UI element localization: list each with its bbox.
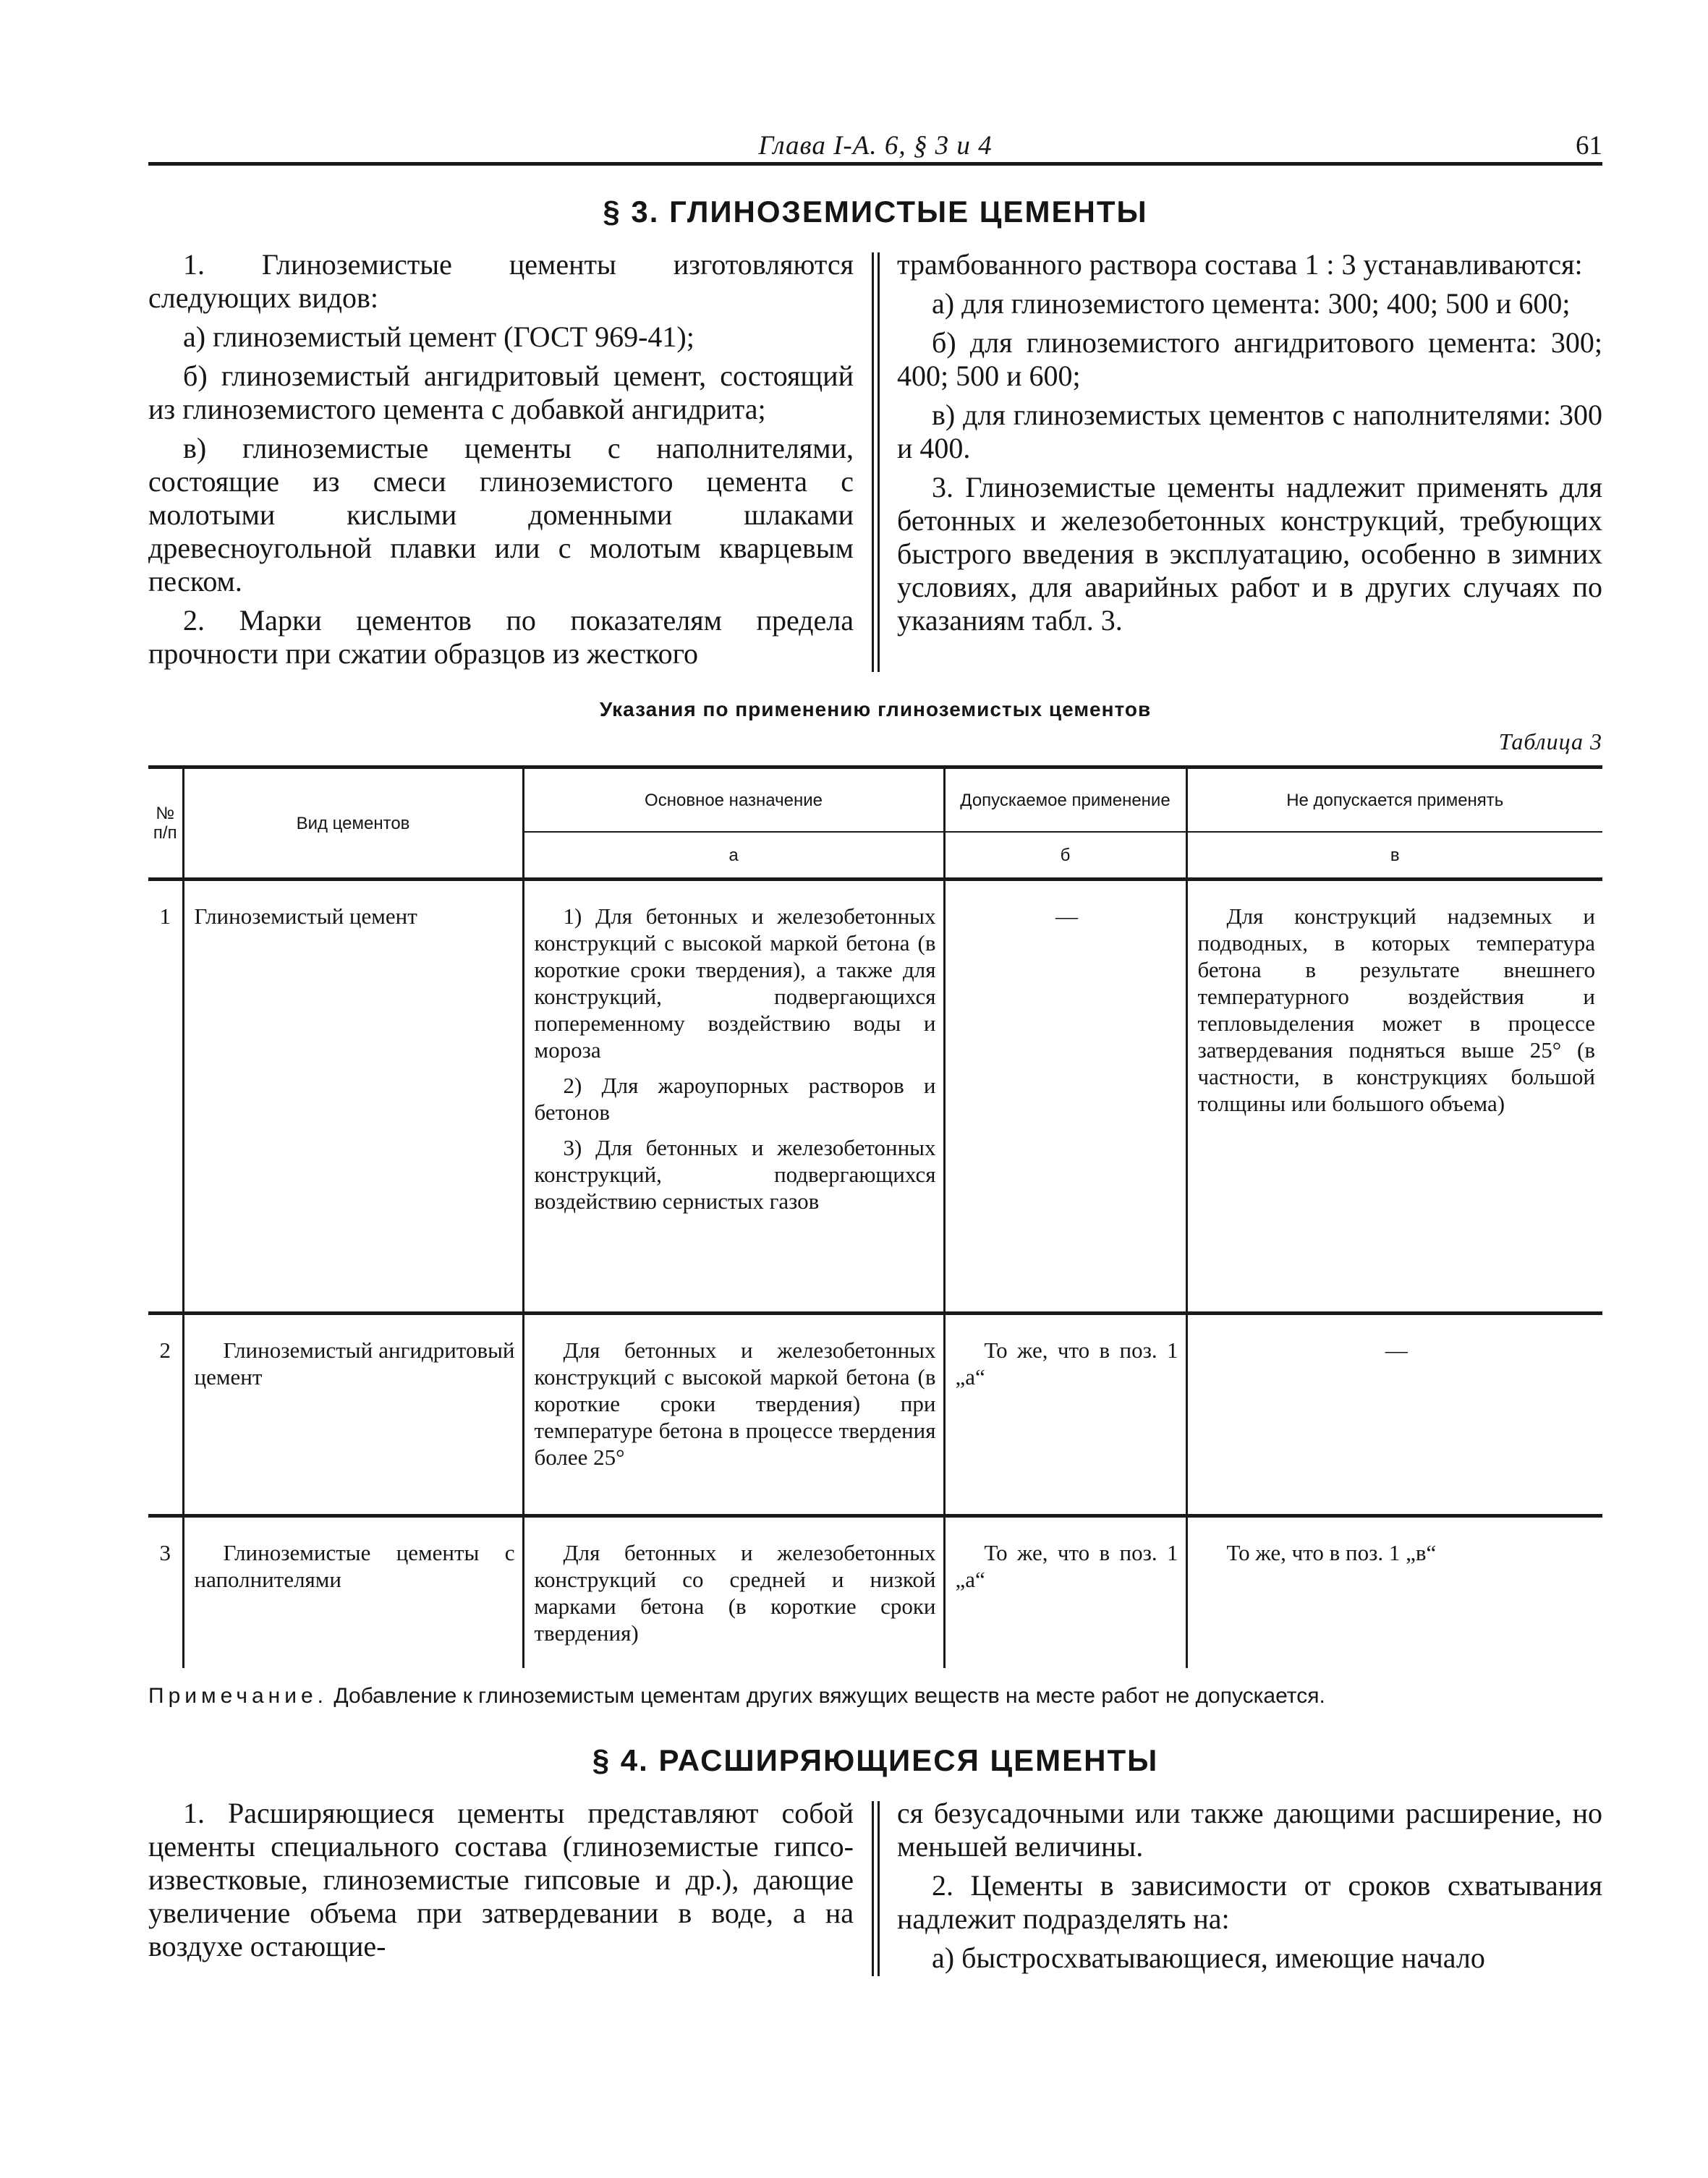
paragraph: 1. Глиноземистые цементы изготовляются следующих видов: xyxy=(148,248,854,314)
paragraph: б) глиноземистый ангидритовый цемент, состоящий из глиноземистого цемента с добавкой ангидрита; xyxy=(148,360,854,425)
row-num: 1 xyxy=(159,903,171,929)
paragraph: в) глиноземистые цементы с наполнителями, состоящие из смеси глиноземистого цемента с молотыми кислыми доменными шлаками древесноугольной плавки или с молотым кварцевым песком. xyxy=(148,432,854,597)
note-label: Примечание. xyxy=(148,1684,328,1708)
row-main-item: Для бетонных и железобетонных конструкций со средней и низкой марками бетона (в короткие сроки твердения) xyxy=(534,1540,936,1646)
row-main-cell xyxy=(523,1314,944,1516)
table-row xyxy=(148,1314,1602,1516)
paragraph: а) для глиноземистого цемента: 300; 400; 500 и 600; xyxy=(932,287,1571,320)
row-num: 3 xyxy=(159,1540,171,1565)
paragraph: 3. Глиноземистые цементы надлежит применять для бетонных и железобетонных конструкций, требующих быстрого введения в эксплуатацию, особенно в зимних условиях, для аварийных работ и в других случаях по указаниям табл. 3. xyxy=(897,471,1602,637)
page-number: 61 xyxy=(1576,131,1602,161)
paragraph: 2. Цементы в зависимости от сроков схватывания надлежит подразделять на: xyxy=(897,1869,1602,1935)
section-3-body xyxy=(148,248,1602,676)
row-forbidden-cell xyxy=(1186,880,1602,1314)
header-sub-a: а xyxy=(523,832,944,880)
section-3-heading: § 3. ГЛИНОЗЕМИСТЫЕ ЦЕМЕНТЫ xyxy=(603,195,1148,229)
header-main: Основное назначение xyxy=(523,767,944,833)
table-caption: Указания по применению глиноземистых цементов xyxy=(599,698,1152,720)
row-forbidden-cell xyxy=(1186,1314,1602,1516)
row-allowed: То же, что в поз. 1 „а“ xyxy=(955,1540,1178,1592)
section-4-body xyxy=(148,1797,1602,1981)
row-kind: Глиноземистый ангидритовый цемент xyxy=(194,1337,515,1390)
row-main-cell xyxy=(523,1516,944,1669)
row-num-cell xyxy=(148,880,183,1314)
row-allowed: То же, что в поз. 1 „а“ xyxy=(955,1337,1178,1390)
table-row xyxy=(148,880,1602,1314)
row-forbidden: То же, что в поз. 1 „в“ xyxy=(1226,1540,1437,1565)
page xyxy=(148,109,1602,1981)
cement-usage-table xyxy=(148,765,1602,1668)
row-forbidden: — xyxy=(1385,1337,1408,1363)
column-divider xyxy=(854,248,897,676)
row-main-item: 1) Для бетонных и железобетонных конструкций с высокой маркой бетона (в короткие сроки твердения), а также для конструкций, подвергающихся попеременному воздействию воды и мороза xyxy=(534,903,936,1063)
paragraph: б) для глиноземистого ангидритового цемента: 300; 400; 500 и 600; xyxy=(897,326,1602,392)
table-label: Таблица 3 xyxy=(1498,728,1602,754)
row-allowed-cell xyxy=(944,1516,1186,1669)
row-kind: Глиноземистый цемент xyxy=(194,903,417,929)
row-num-cell xyxy=(148,1516,183,1669)
header-sub-v: в xyxy=(1186,832,1602,880)
row-kind-cell xyxy=(183,1314,523,1516)
row-forbidden-cell xyxy=(1186,1516,1602,1669)
running-header xyxy=(148,109,1602,166)
paragraph: а) глиноземистый цемент (ГОСТ 969-41); xyxy=(183,320,694,353)
section-3-left-column xyxy=(148,248,854,676)
header-sub-b: б xyxy=(944,832,1186,880)
row-num-cell xyxy=(148,1314,183,1516)
paragraph: ся безусадочными или также дающими расширение, но меньшей величины. xyxy=(897,1797,1602,1863)
row-main-cell xyxy=(523,880,944,1314)
row-allowed-cell xyxy=(944,880,1186,1314)
row-num: 2 xyxy=(159,1337,171,1363)
row-kind-cell xyxy=(183,880,523,1314)
row-forbidden: Для конструкций надземных и подводных, в которых температура бетона в результате внешнего температурного воздействия и тепловыделения может в процессе затвердевания подняться выше 25° (в частности, в конструкциях большой толщины или большого объема) xyxy=(1197,903,1595,1116)
section-3-right-column xyxy=(897,248,1602,676)
header-kind: Вид цементов xyxy=(183,767,523,880)
paragraph: трамбованного раствора состава 1 : 3 устанавливаются: xyxy=(897,248,1583,281)
table-row xyxy=(148,1516,1602,1669)
row-kind-cell xyxy=(183,1516,523,1669)
row-kind: Глиноземистые цементы с наполнителями xyxy=(194,1540,515,1592)
row-main-item: 3) Для бетонных и железобетонных конструкций, подвергающихся воздействию сернистых газов xyxy=(534,1135,936,1214)
header-allowed: Допускаемое применение xyxy=(944,767,1186,833)
row-main-item: 2) Для жароупорных растворов и бетонов xyxy=(534,1073,936,1125)
column-divider xyxy=(854,1797,897,1981)
paragraph: 2. Марки цементов по показателям предела прочности при сжатии образцов из жесткого xyxy=(148,604,854,670)
section-4-right-column xyxy=(897,1797,1602,1981)
table-note xyxy=(148,1684,1602,1709)
paragraph: в) для глиноземистых цементов с наполнителями: 300 и 400. xyxy=(897,399,1602,464)
row-main-item: Для бетонных и железобетонных конструкций с высокой маркой бетона (в короткие сроки твердения) при температуре бетона в процессе твердения более 25° xyxy=(534,1337,936,1470)
paragraph: а) быстросхватывающиеся, имеющие начало xyxy=(932,1941,1485,1974)
section-4-heading: § 4. РАСШИРЯЮЩИЕСЯ ЦЕМЕНТЫ xyxy=(592,1743,1159,1777)
header-num: № п/п xyxy=(148,767,183,880)
paragraph: 1. Расширяющиеся цементы представляют собой цементы специального состава (глиноземистые гипсо-известковые, глиноземистые гипсовые и др.), дающие увеличение объема при затвердевании в воде, а на воздухе остающие- xyxy=(148,1797,854,1962)
note-text: Добавление к глиноземистым цементам других вяжущих веществ на месте работ не допускается. xyxy=(333,1684,1325,1708)
header-forbidden: Не допускается применять xyxy=(1186,767,1602,833)
row-allowed-cell xyxy=(944,1314,1186,1516)
row-allowed: — xyxy=(1055,903,1078,929)
running-header-title: Глава I-А. 6, § 3 и 4 xyxy=(758,131,993,161)
section-4-left-column xyxy=(148,1797,854,1981)
